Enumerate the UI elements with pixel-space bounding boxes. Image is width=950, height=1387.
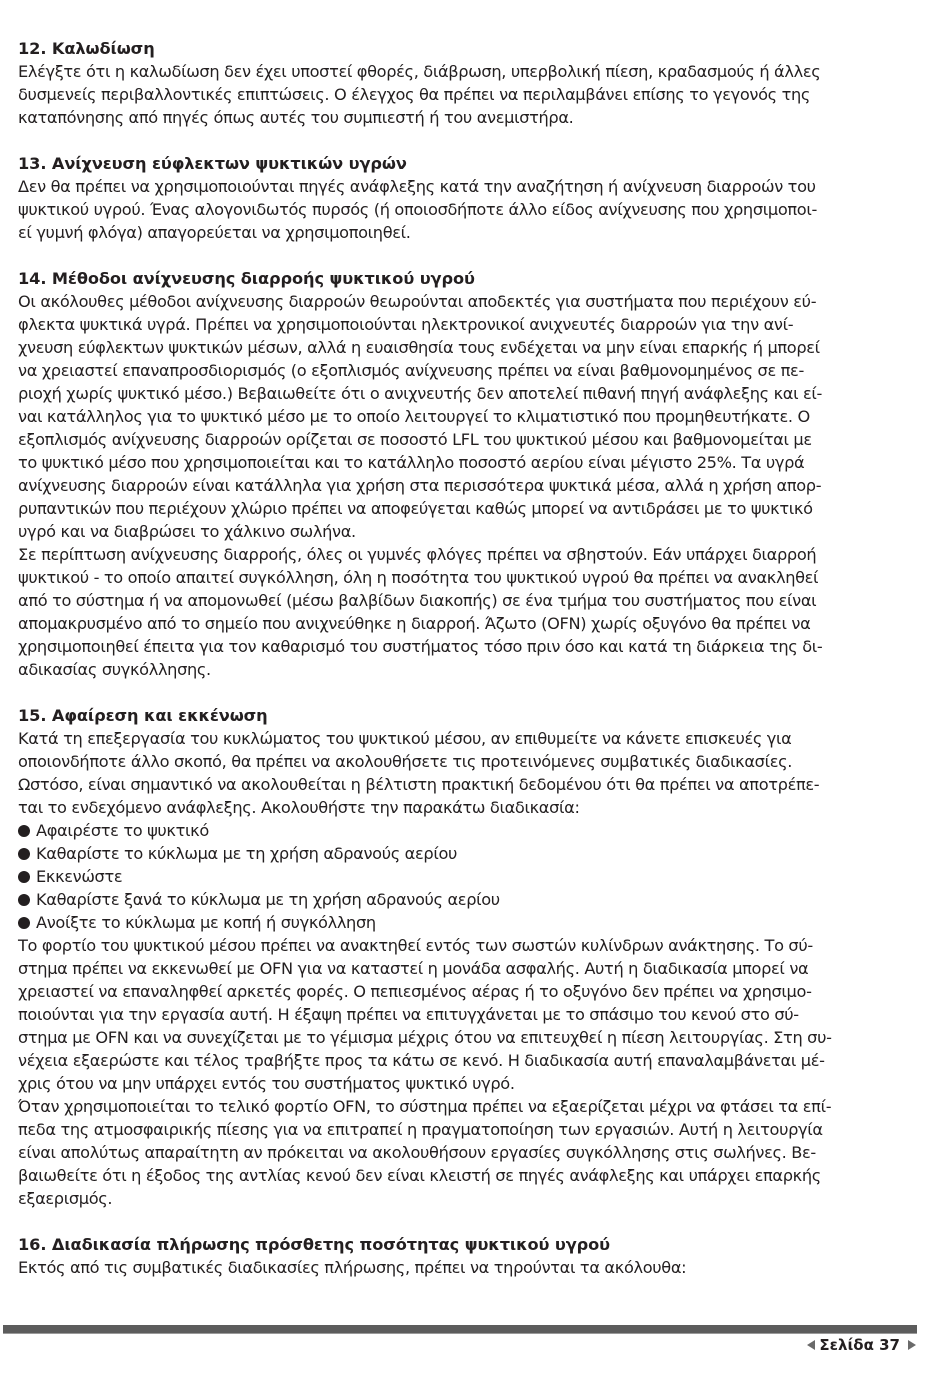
paragraph-line: ψυκτικού υγρού. Ένας αλογονιδωτός πυρσός (ή οποιοσδήποτε άλλο είδος ανίχνευσης που χρησιμοποι-	[18, 200, 817, 219]
paragraph-line: πεδα της ατμοσφαιρικής πίεσης για να επιτραπεί η πραγματοποίηση των εργασιών. Αυτή η λειτουργία	[18, 1120, 823, 1139]
section-heading: 13. Ανίχνευση εύφλεκτων ψυκτικών υγρών	[18, 154, 407, 173]
section-16-additional-charging	[18, 1233, 918, 1279]
section-15-removal-evacuation	[18, 704, 918, 1210]
paragraph-line: χνευση εύφλεκτων ψυκτικών μέσων, αλλά η ευαισθησία τους ενδέχεται να μην είναι επαρκής ή μπορεί	[18, 338, 820, 357]
paragraph-line: Ελέγξτε ότι η καλωδίωση δεν έχει υποστεί φθορές, διάβρωση, υπερβολική πίεση, κραδασμούς ή άλλες	[18, 62, 821, 81]
bullet-icon	[18, 871, 30, 883]
bullet-icon	[18, 825, 30, 837]
paragraph-line: εί γυμνή φλόγα) απαγορεύεται να χρησιμοποιηθεί.	[18, 223, 411, 242]
paragraph-line: ψυκτικού - το οποίο απαιτεί συγκόλληση, όλη η ποσότητα του ψυκτικού υγρού θα πρέπει να ανακληθεί	[18, 568, 819, 587]
paragraph-line: ανίχνευσης διαρροών είναι κατάλληλα για χρήση στα περισσότερα ψυκτικά μέσα, αλλά η χρήση απορ-	[18, 476, 822, 495]
section-heading: 15. Αφαίρεση και εκκένωση	[18, 706, 268, 725]
paragraph-line: είναι απολύτως απαραίτητη αν πρόκειται να ακολουθήσουν εργασίες συγκόλλησης στις σωλήνες. Βε-	[18, 1143, 816, 1162]
paragraph-line: Εκτός από τις συμβατικές διαδικασίες πλήρωσης, πρέπει να τηρούνται τα ακόλουθα:	[18, 1258, 687, 1277]
section-12-wiring	[18, 37, 918, 129]
paragraph-line: ρυπαντικών που περιέχουν χλώριο πρέπει να αποφεύγεται καθώς μπορεί να αντιδράσει με το ψυκτικό	[18, 499, 813, 518]
bullet-text: Ανοίξτε το κύκλωμα με κοπή ή συγκόλληση	[36, 913, 376, 932]
bullet-text: Αφαιρέστε το ψυκτικό	[36, 821, 209, 840]
bullet-text: Καθαρίστε ξανά το κύκλωμα με τη χρήση αδρανούς αερίου	[36, 890, 500, 909]
paragraph-line: χρειαστεί να επαναληφθεί αρκετές φορές. Ο πεπιεσμένος αέρας ή το οξυγόνο δεν πρέπει να χρησιμο-	[18, 982, 812, 1001]
paragraph-line: ται το ενδεχόμενο ανάφλεξης. Ακολουθήστε την παρακάτω διαδικασία:	[18, 798, 580, 817]
section-heading: 14. Μέθοδοι ανίχνευσης διαρροής ψυκτικού υγρού	[18, 269, 475, 288]
section-heading: 12. Καλωδίωση	[18, 39, 155, 58]
paragraph-line: οποιονδήποτε άλλο σκοπό, θα πρέπει να ακολουθήσετε τις προτεινόμενες συμβατικές διαδικασίες.	[18, 752, 793, 771]
paragraph-line: από το σύστημα ή να απομονωθεί (μέσω βαλβίδων διακοπής) σε ένα τμήμα του συστήματος που είναι	[18, 591, 817, 610]
paragraph-line: Ωστόσο, είναι σημαντικό να ακολουθείται η βέλτιστη πρακτική δεδομένου ότι θα πρέπει να αποτρέπε-	[18, 775, 820, 794]
footer-divider-bar	[3, 1325, 917, 1334]
bullet-item	[18, 865, 918, 888]
paragraph-line: νέχεια εξαερώστε και τέλος τραβήξτε προς τα κάτω σε κενό. Η διαδικασία αυτή επαναλαμβάνεται μέ-	[18, 1051, 825, 1070]
paragraph-line: το ψυκτικό μέσο που χρησιμοποιείται και το κατάλληλο ποσοστό αερίου είναι μέγιστο 25%. Τα υγρά	[18, 453, 805, 472]
page-number-label: Σελίδα 37	[819, 1336, 900, 1354]
paragraph-line: Όταν χρησιμοποιείται το τελικό φορτίο OFN, το σύστημα πρέπει να εξαερίζεται μέχρι να φτάσει τα επί-	[18, 1097, 832, 1116]
paragraph-line: χρις ότου να μην υπάρχει εντός του συστήματος ψυκτικό υγρό.	[18, 1074, 515, 1093]
paragraph-line: φλεκτα ψυκτικά υγρά. Πρέπει να χρησιμοποιούνται ηλεκτρονικοί ανιχνευτές διαρροών για την ανί-	[18, 315, 794, 334]
triangle-right-icon[interactable]	[908, 1340, 916, 1350]
section-14-leak-detection-methods	[18, 267, 918, 681]
bullet-icon	[18, 917, 30, 929]
paragraph-line: ριοχή χωρίς ψυκτικό μέσο.) Βεβαιωθείτε ότι ο ανιχνευτής δεν αποτελεί πιθανή πηγή ανάφλεξης και εί-	[18, 384, 823, 403]
paragraph-line: Οι ακόλουθες μέθοδοι ανίχνευσης διαρροών θεωρούνται αποδεκτές για συστήματα που περιέχουν εύ-	[18, 292, 817, 311]
paragraph-line: υγρό και να διαβρώσει το χάλκινο σωλήνα.	[18, 522, 356, 541]
section-13-flammable-detection	[18, 152, 918, 244]
paragraph-line: βαιωθείτε ότι η έξοδος της αντλίας κενού δεν είναι κλειστή σε πηγές ανάφλεξης και υπάρχει επαρκής	[18, 1166, 821, 1185]
bullet-item	[18, 819, 918, 842]
triangle-left-icon[interactable]	[807, 1340, 815, 1350]
paragraph-line: καταπόνησης από πηγές όπως αυτές του συμπιεστή ή του ανεμιστήρα.	[18, 108, 574, 127]
paragraph-line: αδικασίας συγκόλλησης.	[18, 660, 211, 679]
bullet-text: Εκκενώστε	[36, 867, 123, 886]
paragraph-line: Δεν θα πρέπει να χρησιμοποιούνται πηγές ανάφλεξης κατά την αναζήτηση ή ανίχνευση διαρροών του	[18, 177, 816, 196]
paragraph-line: απομακρυσμένο από το σημείο που ανιχνεύθηκε η διαρροή. Άζωτο (OFN) χωρίς οξυγόνο θα πρέπει να	[18, 614, 811, 633]
paragraph-line: στημα με OFN και να συνεχίζεται με το γέμισμα μέχρις ότου να επιτευχθεί η πίεση λειτουργίας. Στη συ-	[18, 1028, 832, 1047]
bullet-text: Καθαρίστε το κύκλωμα με τη χρήση αδρανούς αερίου	[36, 844, 458, 863]
bullet-icon	[18, 894, 30, 906]
paragraph-line: εξοπλισμός ανίχνευσης διαρροών ορίζεται σε ποσοστό LFL του ψυκτικού μέσου και βαθμονομείται με	[18, 430, 812, 449]
paragraph-line: Κατά τη επεξεργασία του κυκλώματος του ψυκτικού μέσου, αν επιθυμείτε να κάνετε επισκευές για	[18, 729, 792, 748]
bullet-item	[18, 888, 918, 911]
paragraph-line: να χρειαστεί επαναπροσδιορισμός (ο εξοπλισμός ανίχνευσης πρέπει να είναι βαθμονομημένος σε πε-	[18, 361, 804, 380]
document-body	[18, 37, 918, 1302]
bullet-icon	[18, 848, 30, 860]
section-heading: 16. Διαδικασία πλήρωσης πρόσθετης ποσότητας ψυκτικού υγρού	[18, 1235, 611, 1254]
paragraph-line: δυσμενείς περιβαλλοντικές επιπτώσεις. Ο έλεγχος θα πρέπει να περιλαμβάνει επίσης το γεγονός της	[18, 85, 811, 104]
paragraph-line: εξαερισμός.	[18, 1189, 113, 1208]
paragraph-line: Το φορτίο του ψυκτικού μέσου πρέπει να ανακτηθεί εντός των σωστών κυλίνδρων ανάκτησης. Το σύ-	[18, 936, 813, 955]
bullet-item	[18, 911, 918, 934]
paragraph-line: ναι κατάλληλος για το ψυκτικό μέσο με το οποίο λειτουργεί το κλιματιστικό που προμηθευτήκατε. Ο	[18, 407, 810, 426]
paragraph-line: στημα πρέπει να εκκενωθεί με OFN για να καταστεί η μονάδα ασφαλής. Αυτή η διαδικασία μπορεί να	[18, 959, 809, 978]
page-navigation	[807, 1336, 916, 1354]
bullet-item	[18, 842, 918, 865]
paragraph-line: Σε περίπτωση ανίχνευσης διαρροής, όλες οι γυμνές φλόγες πρέπει να σβηστούν. Εάν υπάρχει διαρροή	[18, 545, 817, 564]
paragraph-line: ποιούνται για την εργασία αυτή. Η έξαψη πρέπει να επιτυγχάνεται με το σπάσιμο του κενού στο σύ-	[18, 1005, 799, 1024]
paragraph-line: χρησιμοποιηθεί έπειτα για τον καθαρισμό του συστήματος τόσο πριν όσο και κατά τη διάρκεια της δι-	[18, 637, 823, 656]
